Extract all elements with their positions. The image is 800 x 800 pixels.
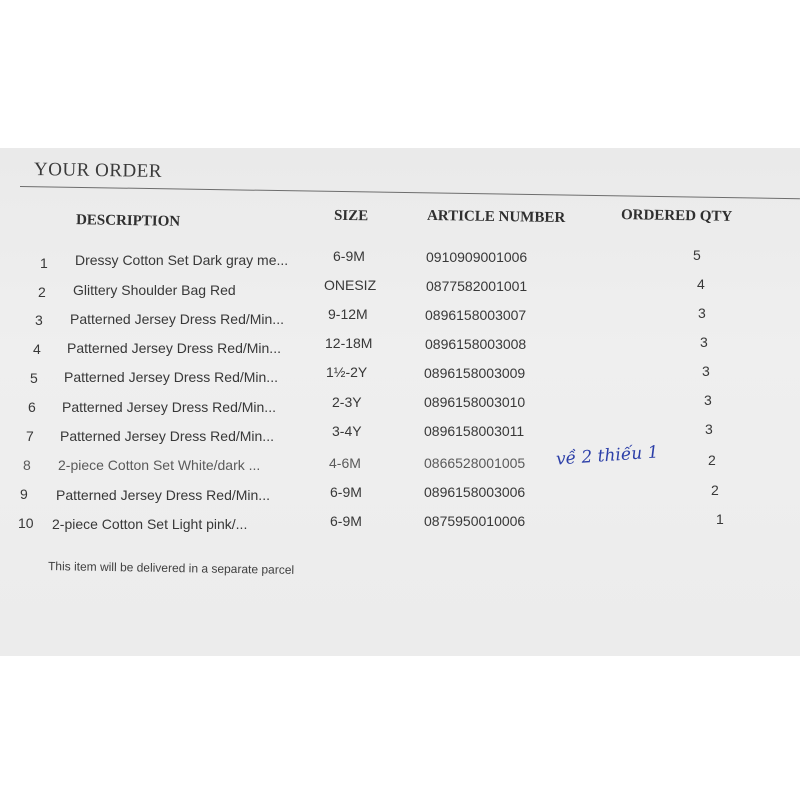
- row-qty: 5: [693, 247, 701, 263]
- row-description: Patterned Jersey Dress Red/Min...: [67, 340, 281, 356]
- row-article-number: 0910909001006: [426, 249, 528, 265]
- row-qty: 1: [716, 511, 724, 527]
- row-description: Patterned Jersey Dress Red/Min...: [62, 399, 276, 415]
- row-description: Dressy Cotton Set Dark gray me...: [75, 252, 289, 268]
- row-article-number: 0896158003010: [424, 394, 526, 410]
- row-article-number: 0896158003008: [425, 336, 527, 352]
- order-title: YOUR ORDER: [33, 158, 163, 183]
- row-qty: 2: [711, 482, 719, 498]
- row-number: 1: [40, 255, 48, 271]
- row-size: 6-9M: [333, 248, 365, 264]
- row-size: 9-12M: [328, 306, 368, 322]
- row-number: 7: [26, 428, 34, 444]
- row-description: 2-piece Cotton Set White/dark ...: [58, 457, 261, 473]
- row-number: 4: [33, 341, 41, 357]
- header-size: SIZE: [333, 207, 369, 225]
- header-ordered-qty: ORDERED QTY: [620, 207, 733, 225]
- row-number: 8: [23, 457, 31, 473]
- row-number: 3: [35, 312, 43, 328]
- row-article-number: 0896158003007: [425, 307, 527, 323]
- row-qty: 2: [708, 452, 716, 468]
- row-qty: 3: [705, 421, 713, 437]
- row-article-number: 0896158003009: [424, 365, 526, 381]
- row-description: Patterned Jersey Dress Red/Min...: [56, 487, 270, 503]
- row-qty: 4: [697, 276, 705, 292]
- row-description: Patterned Jersey Dress Red/Min...: [64, 369, 278, 385]
- row-number: 2: [38, 284, 46, 300]
- row-qty: 3: [704, 392, 712, 408]
- row-qty: 3: [702, 363, 710, 379]
- header-article-number: ARTICLE NUMBER: [426, 207, 566, 227]
- row-description: Glittery Shoulder Bag Red: [73, 282, 236, 298]
- row-description: Patterned Jersey Dress Red/Min...: [60, 428, 274, 444]
- row-size: 12-18M: [325, 335, 373, 351]
- row-description: 2-piece Cotton Set Light pink/...: [52, 516, 248, 532]
- row-article-number: 0896158003006: [424, 484, 526, 500]
- row-size: 3-4Y: [332, 423, 362, 439]
- row-size: 2-3Y: [332, 394, 362, 410]
- row-qty: 3: [700, 334, 708, 350]
- row-number: 10: [18, 515, 34, 531]
- row-size: 1½-2Y: [326, 364, 368, 380]
- row-article-number: 0875950010006: [424, 513, 526, 529]
- row-number: 5: [30, 370, 38, 386]
- row-size: ONESIZ: [324, 277, 377, 293]
- row-size: 6-9M: [330, 513, 362, 529]
- row-qty: 3: [698, 305, 706, 321]
- row-article-number: 0866528001005: [424, 455, 526, 471]
- row-size: 4-6M: [329, 455, 361, 471]
- handwritten-note: về 2 thiếu 1: [555, 442, 660, 470]
- row-size: 6-9M: [330, 484, 362, 500]
- row-article-number: 0896158003011: [424, 423, 525, 439]
- header-description: DESCRIPTION: [75, 212, 181, 230]
- row-article-number: 0877582001001: [426, 278, 528, 294]
- row-description: Patterned Jersey Dress Red/Min...: [70, 311, 284, 327]
- footnote: This item will be delivered in a separate parcel: [47, 559, 295, 577]
- row-number: 9: [20, 486, 28, 502]
- row-number: 6: [28, 399, 36, 415]
